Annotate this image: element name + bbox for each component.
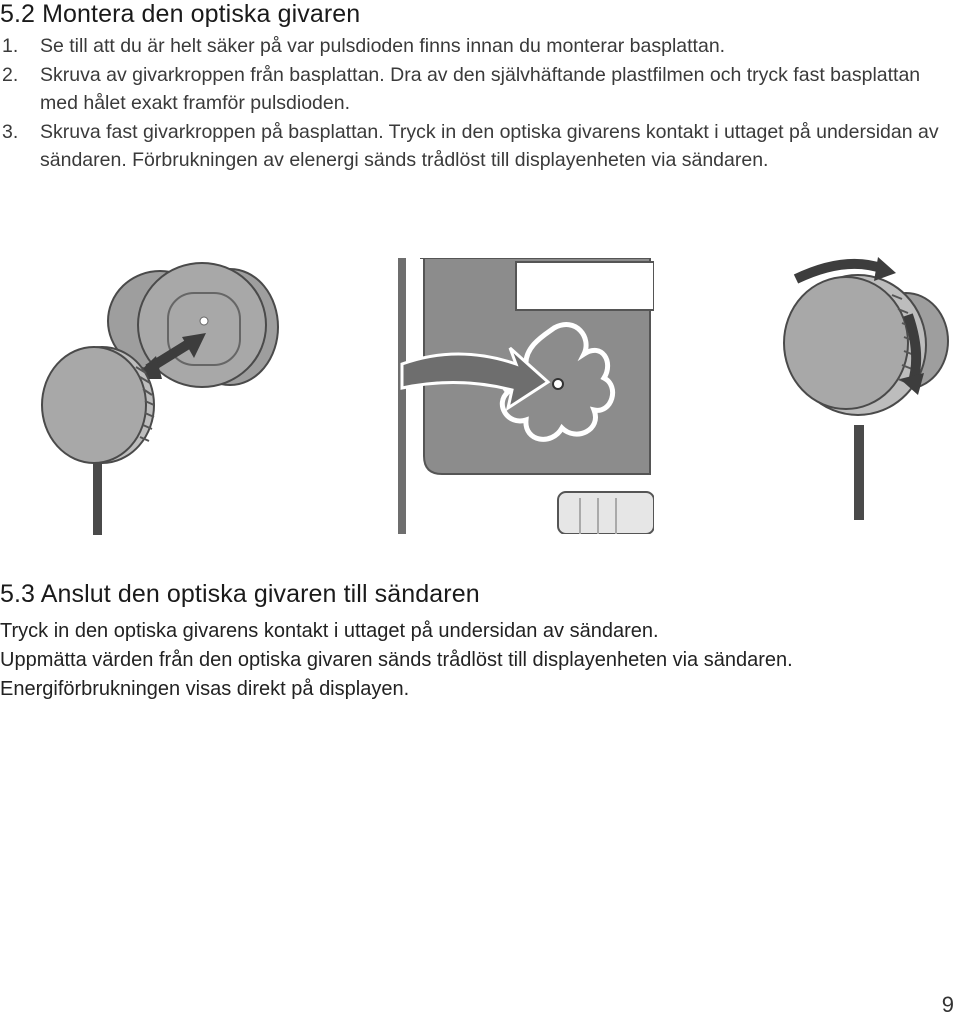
step-number: 3. <box>2 120 19 143</box>
step-item <box>0 32 950 61</box>
illustration-screw-on-sensor <box>766 255 951 520</box>
connect-instructions <box>0 617 955 704</box>
section-heading-5-3: 5.3 Anslut den optiska givaren till sändaren <box>0 580 480 608</box>
step-text: Skruva av givarkroppen från basplattan. Dra av den självhäftande plastfilmen och tryck fast basplattan med hålet exakt framför pulsdioden. <box>40 63 921 114</box>
sensor-body-illustration <box>42 347 154 535</box>
step-number: 1. <box>2 35 19 57</box>
instruction-line: Uppmätta värden från den optiska givaren sänds trådlöst till displayenheten via sändaren. <box>0 649 793 671</box>
step-item <box>0 118 950 175</box>
step-item <box>0 61 950 118</box>
instruction-line: Tryck in den optiska givarens kontakt i uttaget på undersidan av sändaren. <box>0 620 659 642</box>
illustration-attach-base-plate <box>398 258 654 534</box>
page-number: 9 <box>941 992 954 1017</box>
illustration-unscrew-sensor <box>30 255 290 535</box>
mounting-steps-list <box>0 32 950 175</box>
step-text: Se till att du är helt säker på var pulsdioden finns innan du monterar basplattan. <box>40 35 726 57</box>
step-number: 2. <box>2 63 19 86</box>
section-heading-5-2: 5.2 Montera den optiska givaren <box>0 0 361 28</box>
step-text: Skruva fast givarkroppen på basplattan. Tryck in den optiska givarens kontakt i uttaget på undersidan av sändaren. Förbrukningen av elenergi sänds trådlöst till displayenheten via sändaren. <box>40 120 939 171</box>
instruction-line: Energiförbrukningen visas direkt på displayen. <box>0 678 410 700</box>
